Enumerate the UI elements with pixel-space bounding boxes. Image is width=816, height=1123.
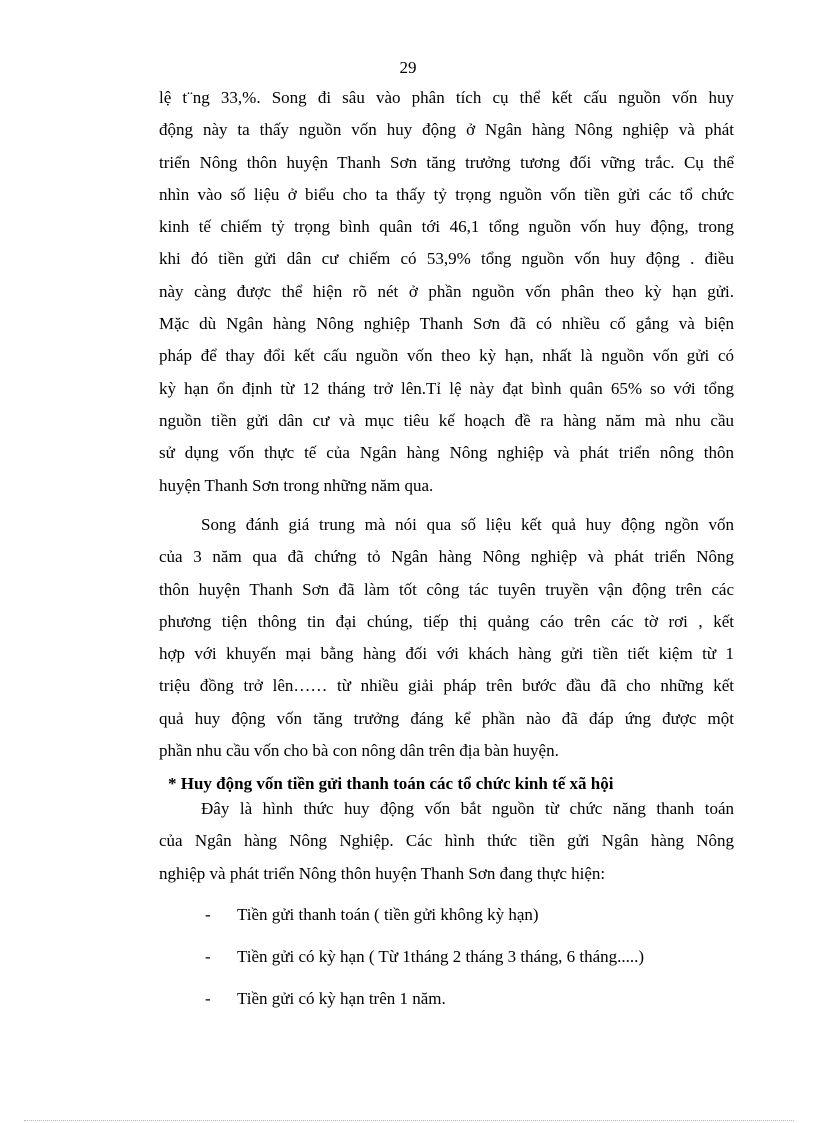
bullet-dash: - <box>205 947 211 966</box>
paragraph-evaluation <box>159 509 734 767</box>
deposit-type-list <box>205 900 644 1026</box>
text-line: Song đánh giá trung mà nói qua số liệu kết quả huy động ngồn vốn <box>201 515 734 534</box>
paragraph-capital-structure <box>159 82 734 502</box>
text-line: Đây là hình thức huy động vốn bắt nguồn từ chức năng thanh toán <box>201 799 734 818</box>
text-line: nghiệp và phát triển Nông thôn huyện Thanh Sơn đang thực hiện: <box>159 863 606 883</box>
list-item-text: Tiền gửi có kỳ hạn ( Từ 1tháng 2 tháng 3 tháng, 6 tháng.....) <box>237 947 645 966</box>
text-line: phương tiện thông tin đại chúng, tiếp thị quảng cáo trên các tờ rơi , kết <box>159 611 734 631</box>
text-line: huyện Thanh Sơn trong những năm qua. <box>159 475 434 495</box>
page-number: 29 <box>399 58 417 77</box>
section-heading: * Huy động vốn tiền gửi thanh toán các tổ chức kinh tế xã hội <box>168 774 614 793</box>
list-item <box>205 900 644 942</box>
text-line: hợp với khuyến mại bằng hàng đối với khách hàng gửi tiền tiết kiệm từ 1 <box>159 644 734 664</box>
list-item <box>205 942 644 984</box>
list-item-text: Tiền gửi thanh toán ( tiền gửi không kỳ hạn) <box>237 905 539 924</box>
list-item-text: Tiền gửi có kỳ hạn trên 1 năm. <box>237 989 446 1008</box>
text-line: khi đó tiền gửi dân cư chiếm có 53,9% tổng nguồn vốn huy động . điều <box>159 249 734 269</box>
bullet-dash: - <box>205 905 211 924</box>
text-line: pháp để thay đổi kết cấu nguồn vốn theo kỳ hạn, nhất là nguồn vốn gửi có <box>159 346 734 366</box>
text-line: kỳ hạn ổn định từ 12 tháng trở lên.Tỉ lệ này đạt bình quân 65% so với tổng <box>159 378 734 398</box>
text-line: của Ngân hàng Nông Nghiệp. Các hình thức tiền gửi Ngân hàng Nông <box>159 831 734 851</box>
text-line: Mặc dù Ngân hàng Nông nghiệp Thanh Sơn đã có nhiều cố gắng và biện <box>159 314 734 334</box>
text-line: thôn huyện Thanh Sơn đã làm tốt công tác tuyên truyền vận động trên các <box>159 579 734 599</box>
text-line: của 3 năm qua đã chứng tỏ Ngân hàng Nông nghiệp và phát triển Nông <box>159 547 734 567</box>
footer-divider <box>24 1120 794 1121</box>
text-line: này càng được thể hiện rõ nét ở phần nguồn vốn phân theo kỳ hạn gửi. <box>159 281 734 301</box>
text-line: kinh tế chiếm tỷ trọng bình quân tới 46,1 tổng nguồn vốn huy động, trong <box>159 217 734 237</box>
text-line: phần nhu cầu vốn cho bà con nông dân trên địa bàn huyện. <box>159 741 559 761</box>
text-line: nguồn tiền gửi dân cư và mục tiêu kế hoạch đề ra hàng năm mà nhu cầu <box>159 410 734 430</box>
text-line: triệu đồng trở lên…… từ nhiều giải pháp trên bước đầu đã cho những kết <box>159 676 734 696</box>
text-line: động này ta thấy nguồn vốn huy động ở Ngân hàng Nông nghiệp và phát <box>159 120 734 140</box>
text-line: quả huy động vốn tăng trưởng đáng kể phần nào đã đáp ứng được một <box>159 708 734 728</box>
bullet-dash: - <box>205 989 211 1008</box>
text-line: nhìn vào số liệu ở biểu cho ta thấy tỷ trọng nguồn vốn tiền gửi các tổ chức <box>159 184 734 204</box>
text-line: sử dụng vốn thực tế của Ngân hàng Nông nghiệp và phát triển nông thôn <box>159 443 734 463</box>
text-line: lệ t¨ng 33,%. Song đi sâu vào phân tích cụ thể kết cấu nguồn vốn huy <box>159 88 734 107</box>
text-line: triển Nông thôn huyện Thanh Sơn tăng trưởng tương đối vững trắc. Cụ thể <box>159 152 734 172</box>
list-item <box>205 984 644 1026</box>
paragraph-deposit-forms <box>159 793 734 890</box>
